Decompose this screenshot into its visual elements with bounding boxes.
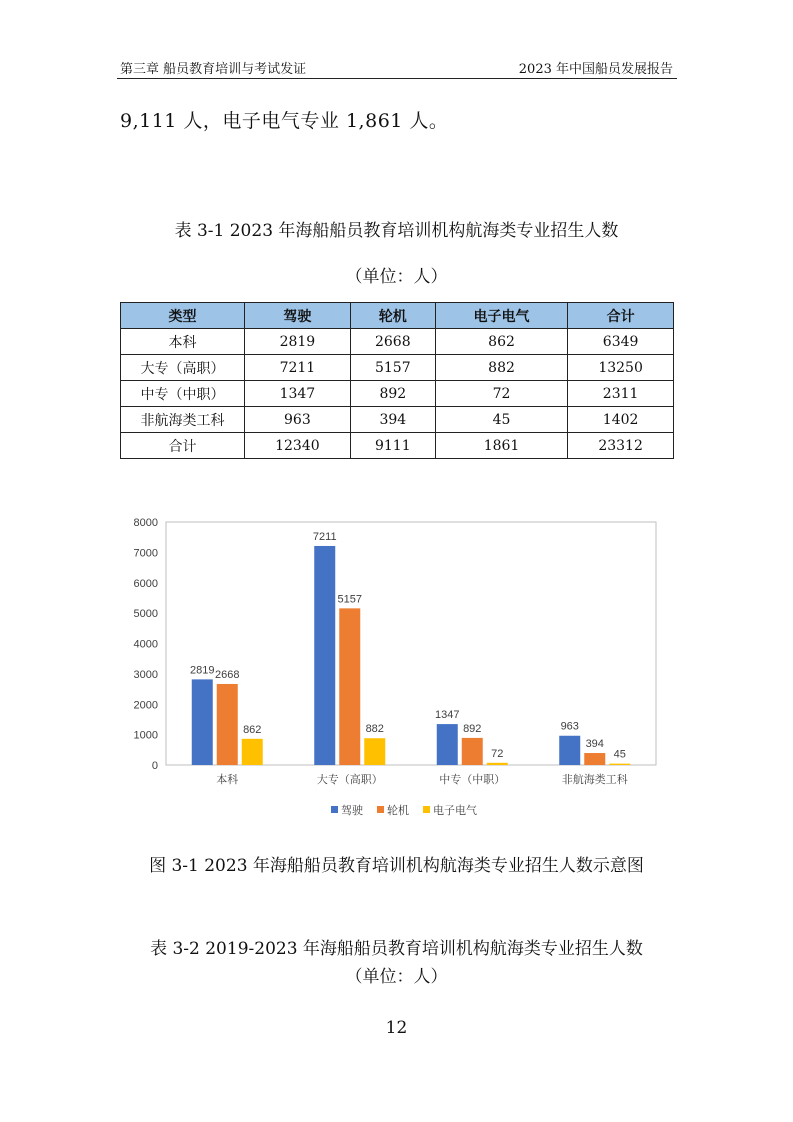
bar-驾驶: [192, 679, 213, 765]
table-cell: 13250: [568, 355, 674, 381]
data-label: 45: [613, 748, 626, 761]
table-cell: 2819: [245, 329, 351, 355]
bar-轮机: [339, 608, 360, 765]
bar-电子电气: [609, 764, 630, 765]
data-label: 892: [463, 722, 482, 735]
y-tick-label: 6000: [133, 577, 158, 590]
data-label: 394: [585, 738, 604, 751]
table-row: [121, 407, 674, 433]
table-header-cell: 电子电气: [435, 303, 567, 329]
y-tick-label: 0: [151, 760, 158, 772]
bar-驾驶: [437, 724, 458, 765]
table-total-row: [121, 433, 674, 459]
table-cell: 9111: [350, 433, 435, 459]
x-tick-label: 中专（中职）: [439, 774, 506, 786]
bar-电子电气: [364, 738, 385, 765]
table-cell: 5157: [350, 355, 435, 381]
table-header-cell: 合计: [568, 303, 674, 329]
legend-label: 电子电气: [433, 805, 477, 817]
bar-电子电气: [242, 739, 263, 765]
table-row: [121, 329, 674, 355]
table-cell: 中专（中职）: [121, 381, 245, 407]
table-cell: 862: [435, 329, 567, 355]
body-paragraph-line: 9,111 人，电子电气专业 1,861 人。: [120, 110, 449, 132]
table-cell: 合计: [121, 433, 245, 459]
legend-swatch: [423, 806, 430, 813]
bar-驾驶: [314, 546, 335, 765]
bar-驾驶: [559, 736, 580, 765]
data-label: 5157: [337, 593, 362, 606]
table-row: [121, 381, 674, 407]
table-row: [121, 355, 674, 381]
table-cell: 2668: [350, 329, 435, 355]
table-cell: 45: [435, 407, 567, 433]
table-header-cell: 轮机: [350, 303, 435, 329]
table-cell: 2311: [568, 381, 674, 407]
enrollment-bar-chart: [118, 508, 678, 838]
legend-swatch: [377, 806, 384, 813]
bar-轮机: [217, 684, 238, 765]
table-cell: 1347: [245, 381, 351, 407]
table2-caption: 表 3-2 2019-2023 年海船船员教育培训机构航海类专业招生人数: [150, 939, 643, 959]
data-label: 7211: [312, 530, 337, 543]
y-tick-label: 3000: [133, 668, 158, 681]
table-header-row: [121, 303, 674, 329]
table-cell: 7211: [245, 355, 351, 381]
data-label: 2668: [215, 668, 240, 681]
data-label: 1347: [435, 709, 460, 722]
table-cell: 非航海类工科: [121, 407, 245, 433]
x-tick-label: 本科: [216, 774, 239, 786]
table-cell: 大专（高职）: [121, 355, 245, 381]
y-tick-label: 8000: [133, 517, 158, 529]
x-tick-label: 大专（高职）: [316, 774, 383, 786]
table-cell: 882: [435, 355, 567, 381]
bar-轮机: [584, 753, 605, 765]
y-tick-label: 4000: [133, 638, 158, 651]
table-cell: 6349: [568, 329, 674, 355]
table-cell: 本科: [121, 329, 245, 355]
table-cell: 394: [350, 407, 435, 433]
table-header-cell: 驾驶: [245, 303, 351, 329]
running-header-report-title: 2023 年中国船员发展报告: [518, 62, 673, 77]
table-cell: 892: [350, 381, 435, 407]
enrollment-table: [120, 302, 674, 459]
legend-label: 轮机: [387, 805, 409, 817]
table-header-cell: 类型: [121, 303, 245, 329]
table-unit-note: （单位：人）: [345, 267, 448, 287]
legend-swatch: [331, 806, 338, 813]
table-cell: 1861: [435, 433, 567, 459]
table-cell: 23312: [568, 433, 674, 459]
data-label: 963: [560, 720, 579, 733]
running-header-chapter: 第三章 船员教育培训与考试发证: [120, 62, 307, 77]
data-label: 72: [491, 747, 504, 760]
legend-label: 驾驶: [341, 805, 363, 817]
table2-unit-note: （单位：人）: [345, 967, 448, 987]
y-tick-label: 2000: [133, 699, 158, 712]
plot-area-frame: [166, 522, 656, 765]
figure-caption: 图 3-1 2023 年海船船员教育培训机构航海类专业招生人数示意图: [149, 856, 644, 876]
table-cell: 1402: [568, 407, 674, 433]
header-rule: [117, 78, 677, 79]
bar-电子电气: [487, 763, 508, 765]
y-tick-label: 7000: [133, 547, 158, 560]
data-label: 2819: [190, 664, 215, 677]
data-label: 862: [243, 723, 262, 736]
data-label: 882: [365, 723, 384, 736]
table-cell: 12340: [245, 433, 351, 459]
y-tick-label: 5000: [133, 608, 158, 621]
x-tick-label: 非航海类工科: [561, 774, 628, 786]
y-tick-label: 1000: [133, 729, 158, 742]
bar-轮机: [462, 738, 483, 765]
page-number: 12: [385, 1018, 408, 1038]
table-cell: 963: [245, 407, 351, 433]
table-caption: 表 3-1 2023 年海船船员教育培训机构航海类专业招生人数: [174, 221, 619, 241]
table-cell: 72: [435, 381, 567, 407]
